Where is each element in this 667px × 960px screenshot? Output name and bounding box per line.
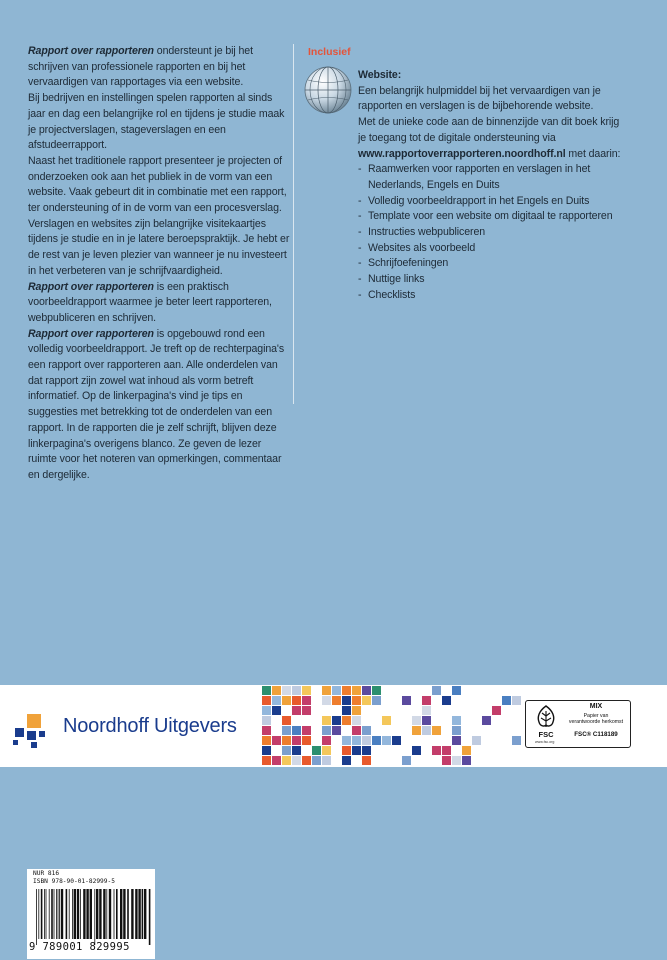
barcode-bar (46, 889, 47, 939)
blurb-paragraph-5: Rapport over rapporteren is een praktisch voorbeeldrapport waarmee je beter leert rapporteren, webpubliceren en schrijven. (28, 280, 272, 324)
barcode-bar (51, 889, 53, 939)
mosaic-tile (402, 696, 411, 705)
website-feature-list (358, 162, 630, 303)
fsc-code: FSC® C118189 (574, 731, 618, 738)
mosaic-tile (422, 706, 431, 715)
mosaic-tile (272, 706, 281, 715)
barcode-bar (94, 889, 95, 945)
mosaic-tile (282, 686, 291, 695)
mosaic-tile (512, 696, 521, 705)
barcode-bar (131, 889, 133, 939)
mosaic-tile (422, 716, 431, 725)
mosaic-tile (322, 716, 331, 725)
barcode-bar (96, 889, 98, 939)
mosaic-tile (442, 756, 451, 765)
mosaic-tile (462, 746, 471, 755)
barcode-bar (114, 889, 115, 939)
mosaic-tile (322, 736, 331, 745)
mosaic-tile (332, 726, 341, 735)
barcode-bars (35, 889, 151, 945)
fsc-tree-icon (530, 703, 562, 743)
fsc-description: Papier van verantwoorde herkomst (568, 713, 624, 725)
mosaic-tile (422, 726, 431, 735)
mosaic-tile (392, 736, 401, 745)
blurb-paragraph-3: Naast het traditionele rapport presenteer je projecten of onderzoeken ook aan het publiek in de vorm van een website. Vaak gebeurt dit in combinatie met een rapport, ter ondersteuning of in de vorm van een procesverslag. (28, 154, 287, 215)
list-item: - Schrijfoefeningen (358, 256, 630, 272)
blurb-paragraph-2: Bij bedrijven en instellingen spelen rapporten al sinds jaar en dag een belangrijke rol en tijdens je studie maak je projectverslagen, stageverslagen en een afstudeerrapport. (28, 92, 285, 152)
mosaic-tile (332, 696, 341, 705)
barcode-bar (49, 889, 50, 939)
barcode-bar (90, 889, 92, 939)
mosaic-tile (362, 696, 371, 705)
mosaic-tile (442, 696, 451, 705)
mosaic-tile (482, 716, 491, 725)
mosaic-tile (382, 736, 391, 745)
mosaic-tile (452, 726, 461, 735)
list-item: - Raamwerken voor rapporten en verslagen in het Nederlands, Engels en Duits (358, 162, 630, 193)
mosaic-tile (452, 686, 461, 695)
mosaic-tile (292, 756, 301, 765)
barcode-bar (149, 889, 151, 945)
globe-icon (302, 64, 354, 116)
mosaic-tile (342, 686, 351, 695)
website-info-column (358, 68, 630, 304)
list-item: - Volledig voorbeeldrapport in het Engels en Duits (358, 194, 630, 210)
mosaic-tile (382, 716, 391, 725)
list-item: - Nuttige links (358, 272, 630, 288)
mosaic-tile (302, 706, 311, 715)
mosaic-tile (452, 736, 461, 745)
barcode-bar (142, 889, 144, 939)
mosaic-tile (272, 756, 281, 765)
mosaic-tile (442, 746, 451, 755)
mosaic-tile (372, 686, 381, 695)
mosaic-tile (292, 706, 301, 715)
mosaic-tile (312, 756, 321, 765)
barcode-bar (80, 889, 81, 939)
mosaic-tile (492, 706, 501, 715)
mosaic-tile (352, 716, 361, 725)
blurb-paragraph-6: Rapport over rapporteren is opgebouwd rond een volledig voorbeeldrapport. Je treft op de rechterpagina's een rapport over rapporteren aan. Alle onderdelen van dat rapport zijn zowel wat inhoud als vorm betreft informatief. Op de linkerpagina's vind je tips en suggesties met betrekking tot de onderdelen van een rapport. In de rapporten die je zelf schrijft, blijven deze linkerpagina's overigens blanco. Ze geven de lezer ruimte voor het noteren van opmerkingen, commentaar en dergelijke. (28, 327, 285, 481)
mosaic-tile (332, 686, 341, 695)
mosaic-tile (302, 726, 311, 735)
barcode-bar (61, 889, 63, 939)
barcode-bar (103, 889, 105, 939)
mosaic-tile (262, 736, 271, 745)
mosaic-tile (342, 736, 351, 745)
mosaic-tile (372, 736, 381, 745)
mosaic-tile (322, 696, 331, 705)
mosaic-tile (452, 756, 461, 765)
mosaic-tile (292, 696, 301, 705)
list-item: - Websites als voorbeeld (358, 241, 630, 257)
mosaic-tile (322, 726, 331, 735)
inclusief-heading: Inclusief (308, 46, 351, 58)
mosaic-tile (362, 756, 371, 765)
mosaic-tile (342, 746, 351, 755)
barcode-bar (58, 889, 59, 939)
isbn-code: ISBN 978-90-01-82999-5 (33, 877, 115, 885)
mosaic-tile (262, 746, 271, 755)
mosaic-tile (352, 726, 361, 735)
mosaic-tile (462, 756, 471, 765)
barcode-bar (36, 889, 37, 945)
mosaic-tile (282, 756, 291, 765)
barcode-bar (56, 889, 57, 939)
mosaic-tile (302, 696, 311, 705)
mosaic-tile (262, 706, 271, 715)
list-item: - Checklists (358, 288, 630, 304)
blurb-paragraph-1: Rapport over rapporteren ondersteunt je bij het schrijven van professionele rapporten en bij het vervaardigen van rapportages via een website. (28, 45, 253, 89)
column-divider (293, 44, 294, 404)
barcode-bar (44, 889, 45, 939)
barcode-bar (138, 889, 140, 939)
mosaic-tile (302, 756, 311, 765)
mosaic-tile (432, 686, 441, 695)
barcode-bar (99, 889, 101, 939)
mosaic-tile (422, 696, 431, 705)
mosaic-tile (292, 746, 301, 755)
mosaic-tile (352, 686, 361, 695)
barcode-bar (74, 889, 76, 939)
mosaic-tile (512, 736, 521, 745)
mosaic-tile (342, 716, 351, 725)
barcode-bar (86, 889, 88, 939)
mosaic-tile (452, 716, 461, 725)
noordhoff-logo-icon (11, 712, 51, 750)
website-code-text: Met de unieke code aan de binnenzijde van dit boek krijg je toegang tot de digitale ondersteuning via www.rapportoverrapporteren.noordhoff.nl met daarin: (358, 116, 621, 160)
barcode-bar (144, 889, 146, 939)
website-url: www.rapportoverrapporteren.noordhoff.nl (358, 147, 566, 160)
website-intro: Een belangrijk hulpmiddel bij het vervaardigen van je rapporten en verslagen is de bijbehorende website. (358, 84, 601, 113)
mosaic-tile (282, 736, 291, 745)
mosaic-tile (292, 736, 301, 745)
mosaic-tile (412, 716, 421, 725)
mosaic-tile (322, 746, 331, 755)
mosaic-tile (372, 696, 381, 705)
barcode-bar (38, 889, 39, 939)
mosaic-tile (362, 726, 371, 735)
barcode-bar (66, 889, 68, 939)
mosaic-tile (322, 686, 331, 695)
mosaic-tile (262, 716, 271, 725)
barcode-bar (77, 889, 79, 939)
mosaic-tile (412, 726, 421, 735)
fsc-mix: MIX (589, 703, 603, 710)
barcode-bar (69, 889, 70, 939)
mosaic-tile (262, 726, 271, 735)
fsc-logo-text: FSC (538, 730, 554, 739)
mosaic-tile (312, 746, 321, 755)
mosaic-tile (432, 746, 441, 755)
mosaic-tile (352, 736, 361, 745)
barcode-digits: 9 789001 829995 (29, 941, 130, 953)
barcode-bar (135, 889, 137, 939)
mosaic-tile (302, 686, 311, 695)
barcode-bar (123, 889, 125, 939)
mosaic-tile (432, 726, 441, 735)
mosaic-tile (402, 756, 411, 765)
mosaic-tile (362, 686, 371, 695)
publisher-name: Noordhoff Uitgevers (63, 715, 237, 737)
barcode-meta (33, 870, 115, 885)
mosaic-tile (332, 716, 341, 725)
mosaic-tile (282, 696, 291, 705)
barcode-bar (83, 889, 85, 939)
mosaic-tile (282, 716, 291, 725)
mosaic-tile (272, 736, 281, 745)
mosaic-tile (342, 696, 351, 705)
mosaic-tile (352, 696, 361, 705)
mosaic-tile (412, 746, 421, 755)
barcode-bar (72, 889, 73, 939)
mosaic-tile (282, 746, 291, 755)
mosaic-tile (352, 706, 361, 715)
mosaic-tile (302, 736, 311, 745)
mosaic-tile (282, 726, 291, 735)
mosaic-tile (352, 746, 361, 755)
mosaic-tile (362, 736, 371, 745)
mosaic-tile (502, 696, 511, 705)
blurb-left-column (28, 44, 290, 484)
mosaic-tile (342, 706, 351, 715)
mosaic-tile (342, 756, 351, 765)
mosaic-tile (362, 746, 371, 755)
mosaic-tile (272, 686, 281, 695)
fsc-url: www.fsc.org (535, 740, 555, 744)
barcode-bar (120, 889, 122, 939)
barcode-bar (54, 889, 55, 939)
mosaic-tile (472, 736, 481, 745)
mosaic-tile (262, 696, 271, 705)
mosaic-tile (322, 756, 331, 765)
mosaic-tile (292, 686, 301, 695)
barcode-bar (106, 889, 107, 939)
barcode-bar (116, 889, 118, 939)
nur-code: NUR 816 (33, 870, 60, 877)
list-item: - Instructies webpubliceren (358, 225, 630, 241)
mosaic-tile (292, 726, 301, 735)
blurb-paragraph-4: Verslagen en websites zijn belangrijke visitekaartjes tijdens je studie en in je latere beroepspraktijk. Je hebt er de rest van je leven plezier van wanneer je nu investeert in het verbeteren van je schrijfvaardigheid. (28, 217, 290, 277)
website-title: Website: (358, 69, 402, 81)
barcode-bar (127, 889, 129, 939)
barcode-bar (41, 889, 43, 939)
barcode-bar (59, 889, 60, 939)
mosaic-tile (262, 686, 271, 695)
list-item: - Template voor een website om digitaal te rapporteren (358, 209, 630, 225)
mosaic-tile (272, 696, 281, 705)
barcode-bar (109, 889, 111, 939)
mosaic-tile (262, 756, 271, 765)
